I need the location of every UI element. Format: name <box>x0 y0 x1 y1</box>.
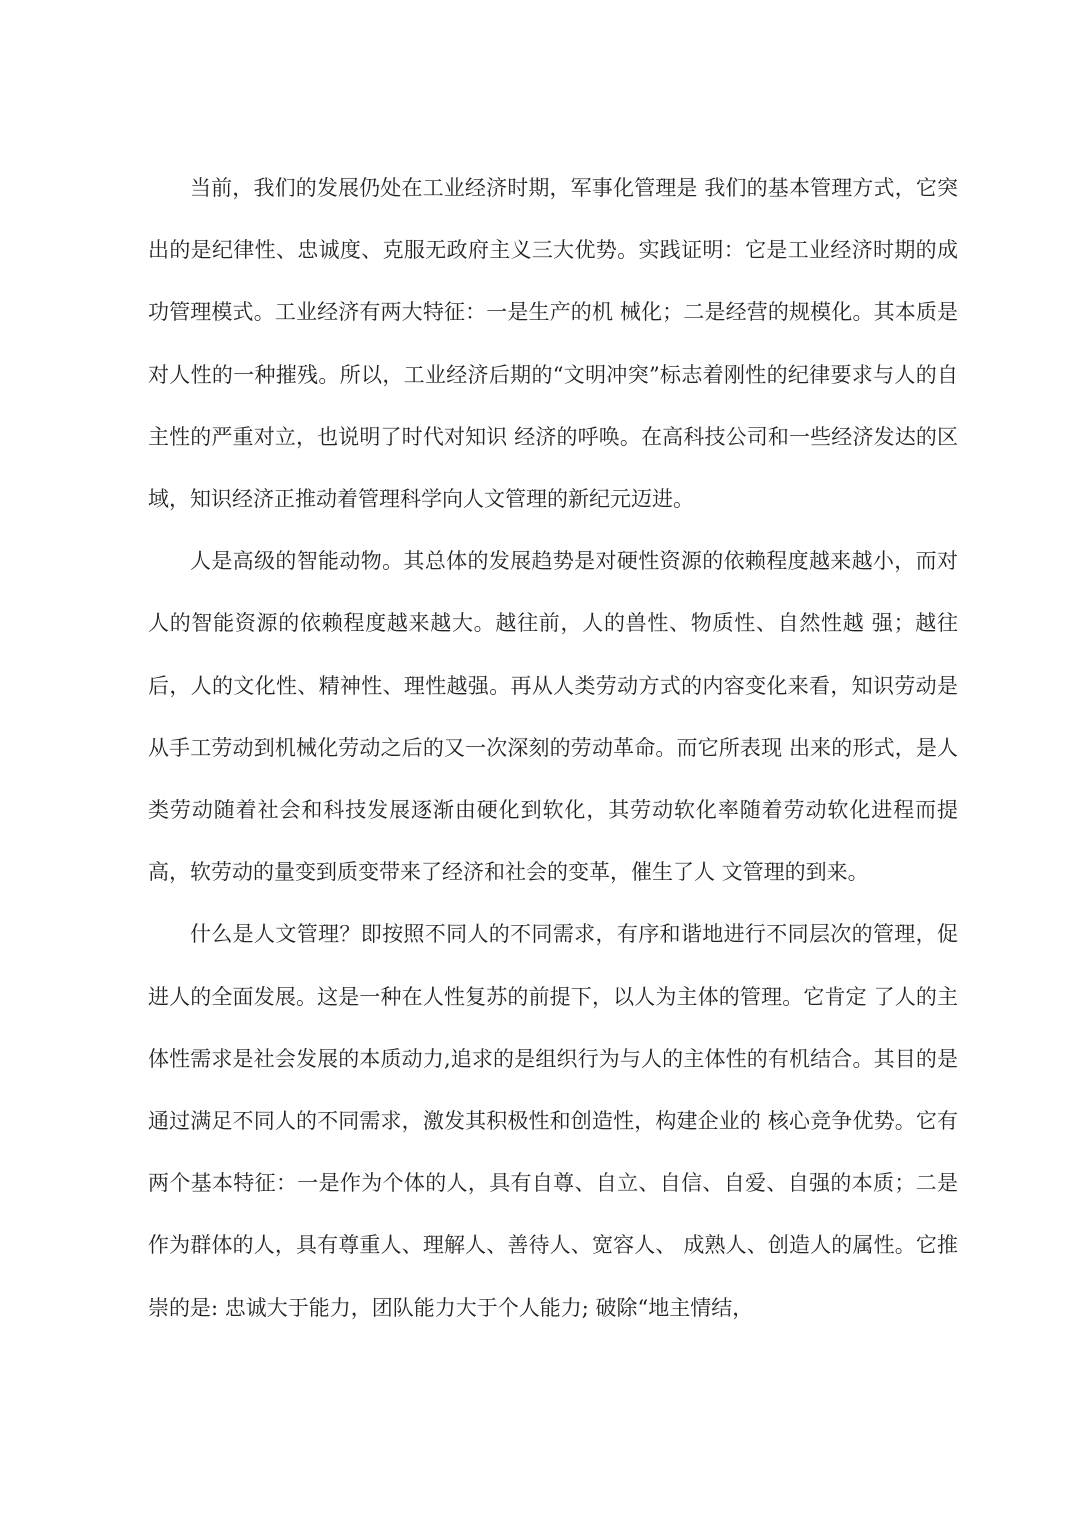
paragraph-3: 什么是人文管理？即按照不同人的不同需求，有序和谐地进行不同层次的管理，促进人的全面发展。这是一种在人性复苏的前提下，以人为主体的管理。它肯定 了人的主体性需求是社会发展的本质动力,追求的是组织行为与人的主体性的有机结合。其目的是通过满足不同人的不同需求，激发其积极性和创造性，构建企业的 核心竞争优势。它有两个基本特征：一是作为个体的人，具有自尊、自立、自信、自爱、自强的本质；二是作为群体的人，具有尊重人、理解人、善待人、宽容人、 成熟人、创造人的属性。它推崇的是: 忠诚大于能力，团队能力大于个人能力; 破除“地主情结， <box>148 922 958 1320</box>
body-text <box>148 157 958 1339</box>
paragraph-1: 当前，我们的发展仍处在工业经济时期，军事化管理是 我们的基本管理方式，它突出的是纪律性、忠诚度、克服无政府主义三大优势。实践证明：它是工业经济时期的成功管理模式。工业经济有两大特征：一是生产的机 械化；二是经营的规模化。其本质是对人性的一种摧残。所以，工业经济后期的“文明冲突”标志着刚性的纪律要求与人的自主性的严重对立，也说明了时代对知识 经济的呼唤。在高科技公司和一些经济发达的区域，知识经济正推动着管理科学向人文管理的新纪元迈进。 <box>148 176 958 512</box>
paragraph-2: 人是高级的智能动物。其总体的发展趋势是对硬性资源的依赖程度越来越小，而对人的智能资源的依赖程度越来越大。越往前，人的兽性、物质性、自然性越 强；越往后，人的文化性、精神性、理性越强。再从人类劳动方式的内容变化来看，知识劳动是从手工劳动到机械化劳动之后的又一次深刻的劳动革命。而它所表现 出来的形式，是人类劳动随着社会和科技发展逐渐由硬化到软化，其劳动软化率随着劳动软化进程而提高，软劳动的量变到质变带来了经济和社会的变革，催生了人 文管理的到来。 <box>148 549 958 885</box>
